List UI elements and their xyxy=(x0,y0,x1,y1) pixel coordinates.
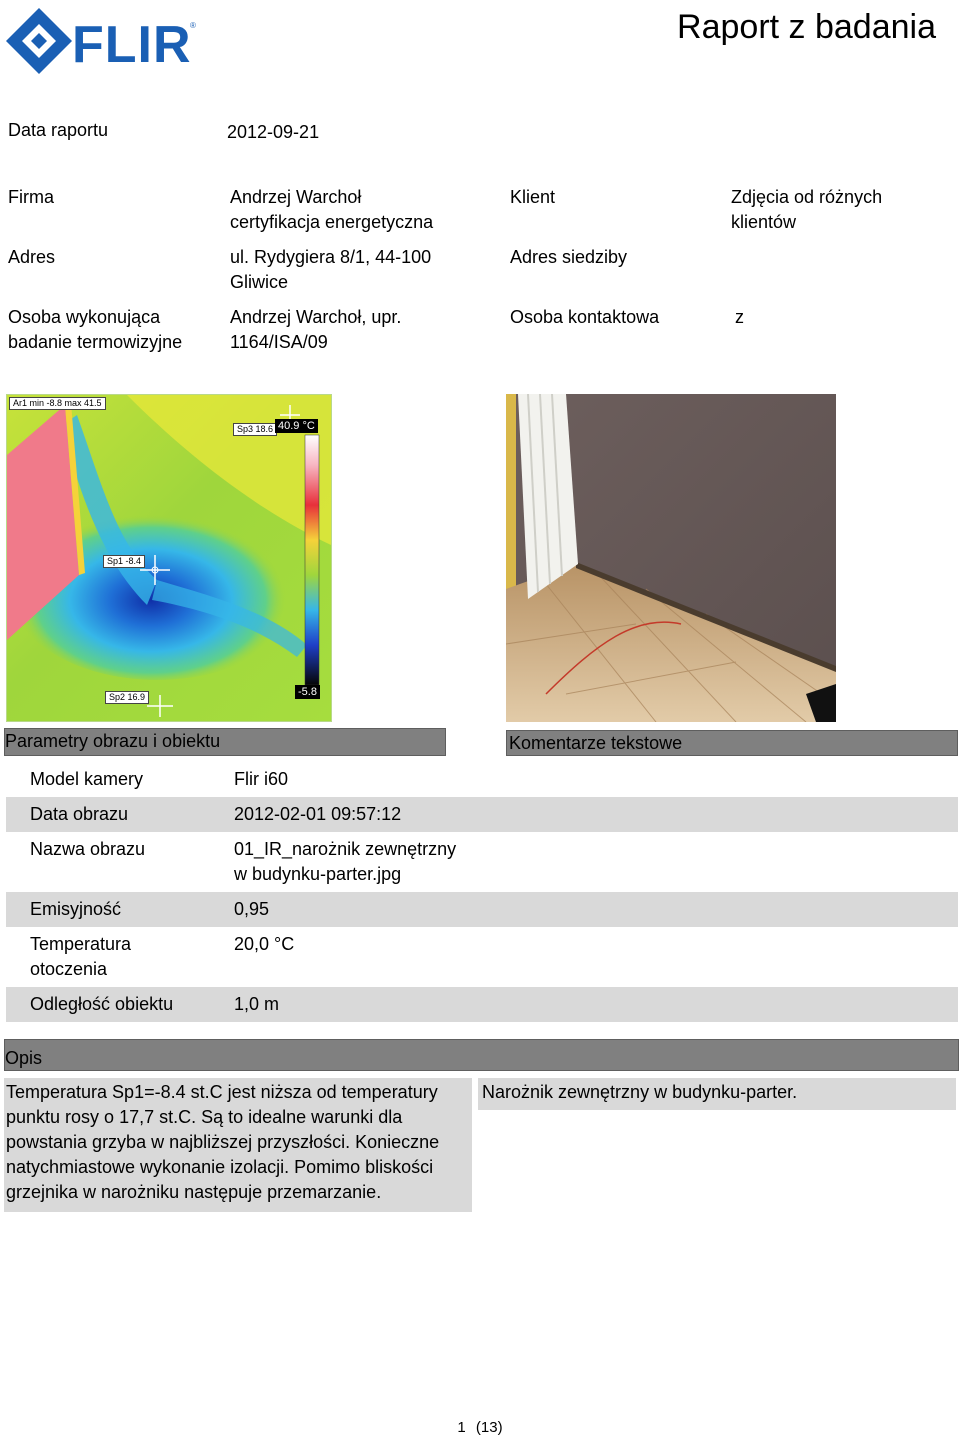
inspector-value-line1: Andrzej Warchoł, upr. xyxy=(230,307,402,327)
address-label: Adres xyxy=(8,247,56,267)
corner-note-text: Narożnik zewnętrzny w budynku-parter. xyxy=(482,1082,798,1102)
contact-label: Osoba kontaktowa xyxy=(510,307,660,327)
svg-text:®: ® xyxy=(190,21,196,30)
ambient-label-line1: Temperatura xyxy=(30,934,132,954)
description-line: powstania grzyba w najbliższej przyszłości. Konieczne xyxy=(6,1132,440,1152)
visual-photo-graphic xyxy=(506,394,836,722)
params-header-text: Parametry obrazu i obiektu xyxy=(5,731,221,751)
description-box xyxy=(4,1078,472,1212)
image-name-label: Nazwa obrazu xyxy=(30,839,146,859)
thermal-image-graphic xyxy=(7,395,331,721)
report-title: Raport z badania xyxy=(677,8,936,46)
inspector-value xyxy=(230,305,401,355)
param-row-distance xyxy=(6,987,958,1022)
comments-header xyxy=(506,730,958,756)
param-row-ambient xyxy=(6,927,958,987)
client-label: Klient xyxy=(510,187,556,207)
description-line: punktu rosy o 17,7 st.C. Są to idealne warunki dla xyxy=(6,1107,403,1127)
description-header-text: Opis xyxy=(5,1048,43,1068)
company-label: Firma xyxy=(8,187,54,207)
client-value-line1: Zdjęcia od różnych xyxy=(731,187,883,207)
description-line: natychmiastowe wykonanie izolacji. Pomimo bliskości xyxy=(6,1157,434,1177)
page-current: 1 xyxy=(457,1419,466,1436)
ambient-value: 20,0 °C xyxy=(234,934,295,954)
contact-value: z xyxy=(735,307,744,327)
param-row-date xyxy=(6,797,958,832)
page-total: (13) xyxy=(475,1419,503,1436)
client-value-line2: klientów xyxy=(731,212,797,232)
emissivity-label: Emisyjność xyxy=(30,899,122,919)
distance-label: Odległość obiektu xyxy=(30,994,174,1014)
ambient-label-line2: otoczenia xyxy=(30,959,108,979)
sp1-label: Sp1 -8.4 xyxy=(103,555,145,568)
params-header xyxy=(4,728,446,756)
sp2-label: Sp2 16.9 xyxy=(105,691,149,704)
visual-photo xyxy=(506,394,836,722)
inspector-label xyxy=(8,305,182,355)
camera-model-value: Flir i60 xyxy=(234,769,289,789)
hq-address-label: Adres siedziby xyxy=(510,247,628,267)
emissivity-value: 0,95 xyxy=(234,899,270,919)
address-value xyxy=(230,245,431,295)
client-value xyxy=(731,185,882,235)
description-line: Temperatura Sp1=-8.4 st.C jest niższa od temperatury xyxy=(6,1082,438,1102)
page-number xyxy=(0,1418,960,1438)
ambient-label xyxy=(30,932,131,982)
image-date-value: 2012-02-01 09:57:12 xyxy=(234,804,402,824)
company-value xyxy=(230,185,433,235)
inspector-value-line2: 1164/ISA/09 xyxy=(230,332,328,352)
flir-logo xyxy=(4,6,200,76)
company-value-line2: certyfikacja energetyczna xyxy=(230,212,434,232)
param-row-name xyxy=(6,832,958,892)
comments-header-text: Komentarze tekstowe xyxy=(509,733,683,753)
param-row-emissivity xyxy=(6,892,958,927)
report-date-label: Data raportu xyxy=(8,120,109,140)
distance-value: 1,0 m xyxy=(234,994,280,1014)
svg-text:FLIR: FLIR xyxy=(72,16,192,74)
scale-max-label: 40.9 °C xyxy=(275,419,318,433)
image-name-line1: 01_IR_narożnik zewnętrzny xyxy=(234,839,457,859)
scale-min-label: -5.8 xyxy=(295,685,320,699)
inspector-label-line2: badanie termowizyjne xyxy=(8,332,183,352)
area-label: Ar1 min -8.8 max 41.5 xyxy=(9,397,106,410)
inspector-label-line1: Osoba wykonująca xyxy=(8,307,161,327)
description-header xyxy=(4,1039,959,1071)
corner-note-box xyxy=(478,1078,956,1110)
description-line: grzejnika w narożniku następuje przemarzanie. xyxy=(6,1182,382,1202)
report-date-value: 2012-09-21 xyxy=(227,122,320,142)
company-value-line1: Andrzej Warchoł xyxy=(230,187,362,207)
description-text xyxy=(6,1080,470,1205)
camera-model-label: Model kamery xyxy=(30,769,144,789)
param-row-camera xyxy=(6,762,958,797)
flir-logo-mark xyxy=(4,6,200,76)
image-date-label: Data obrazu xyxy=(30,804,129,824)
address-value-line2: Gliwice xyxy=(230,272,289,292)
sp3-label: Sp3 18.6 xyxy=(233,423,277,436)
address-value-line1: ul. Rydygiera 8/1, 44-100 xyxy=(230,247,432,267)
image-name-value xyxy=(234,837,456,887)
thermal-image xyxy=(6,394,332,722)
image-name-line2: w budynku-parter.jpg xyxy=(234,864,402,884)
